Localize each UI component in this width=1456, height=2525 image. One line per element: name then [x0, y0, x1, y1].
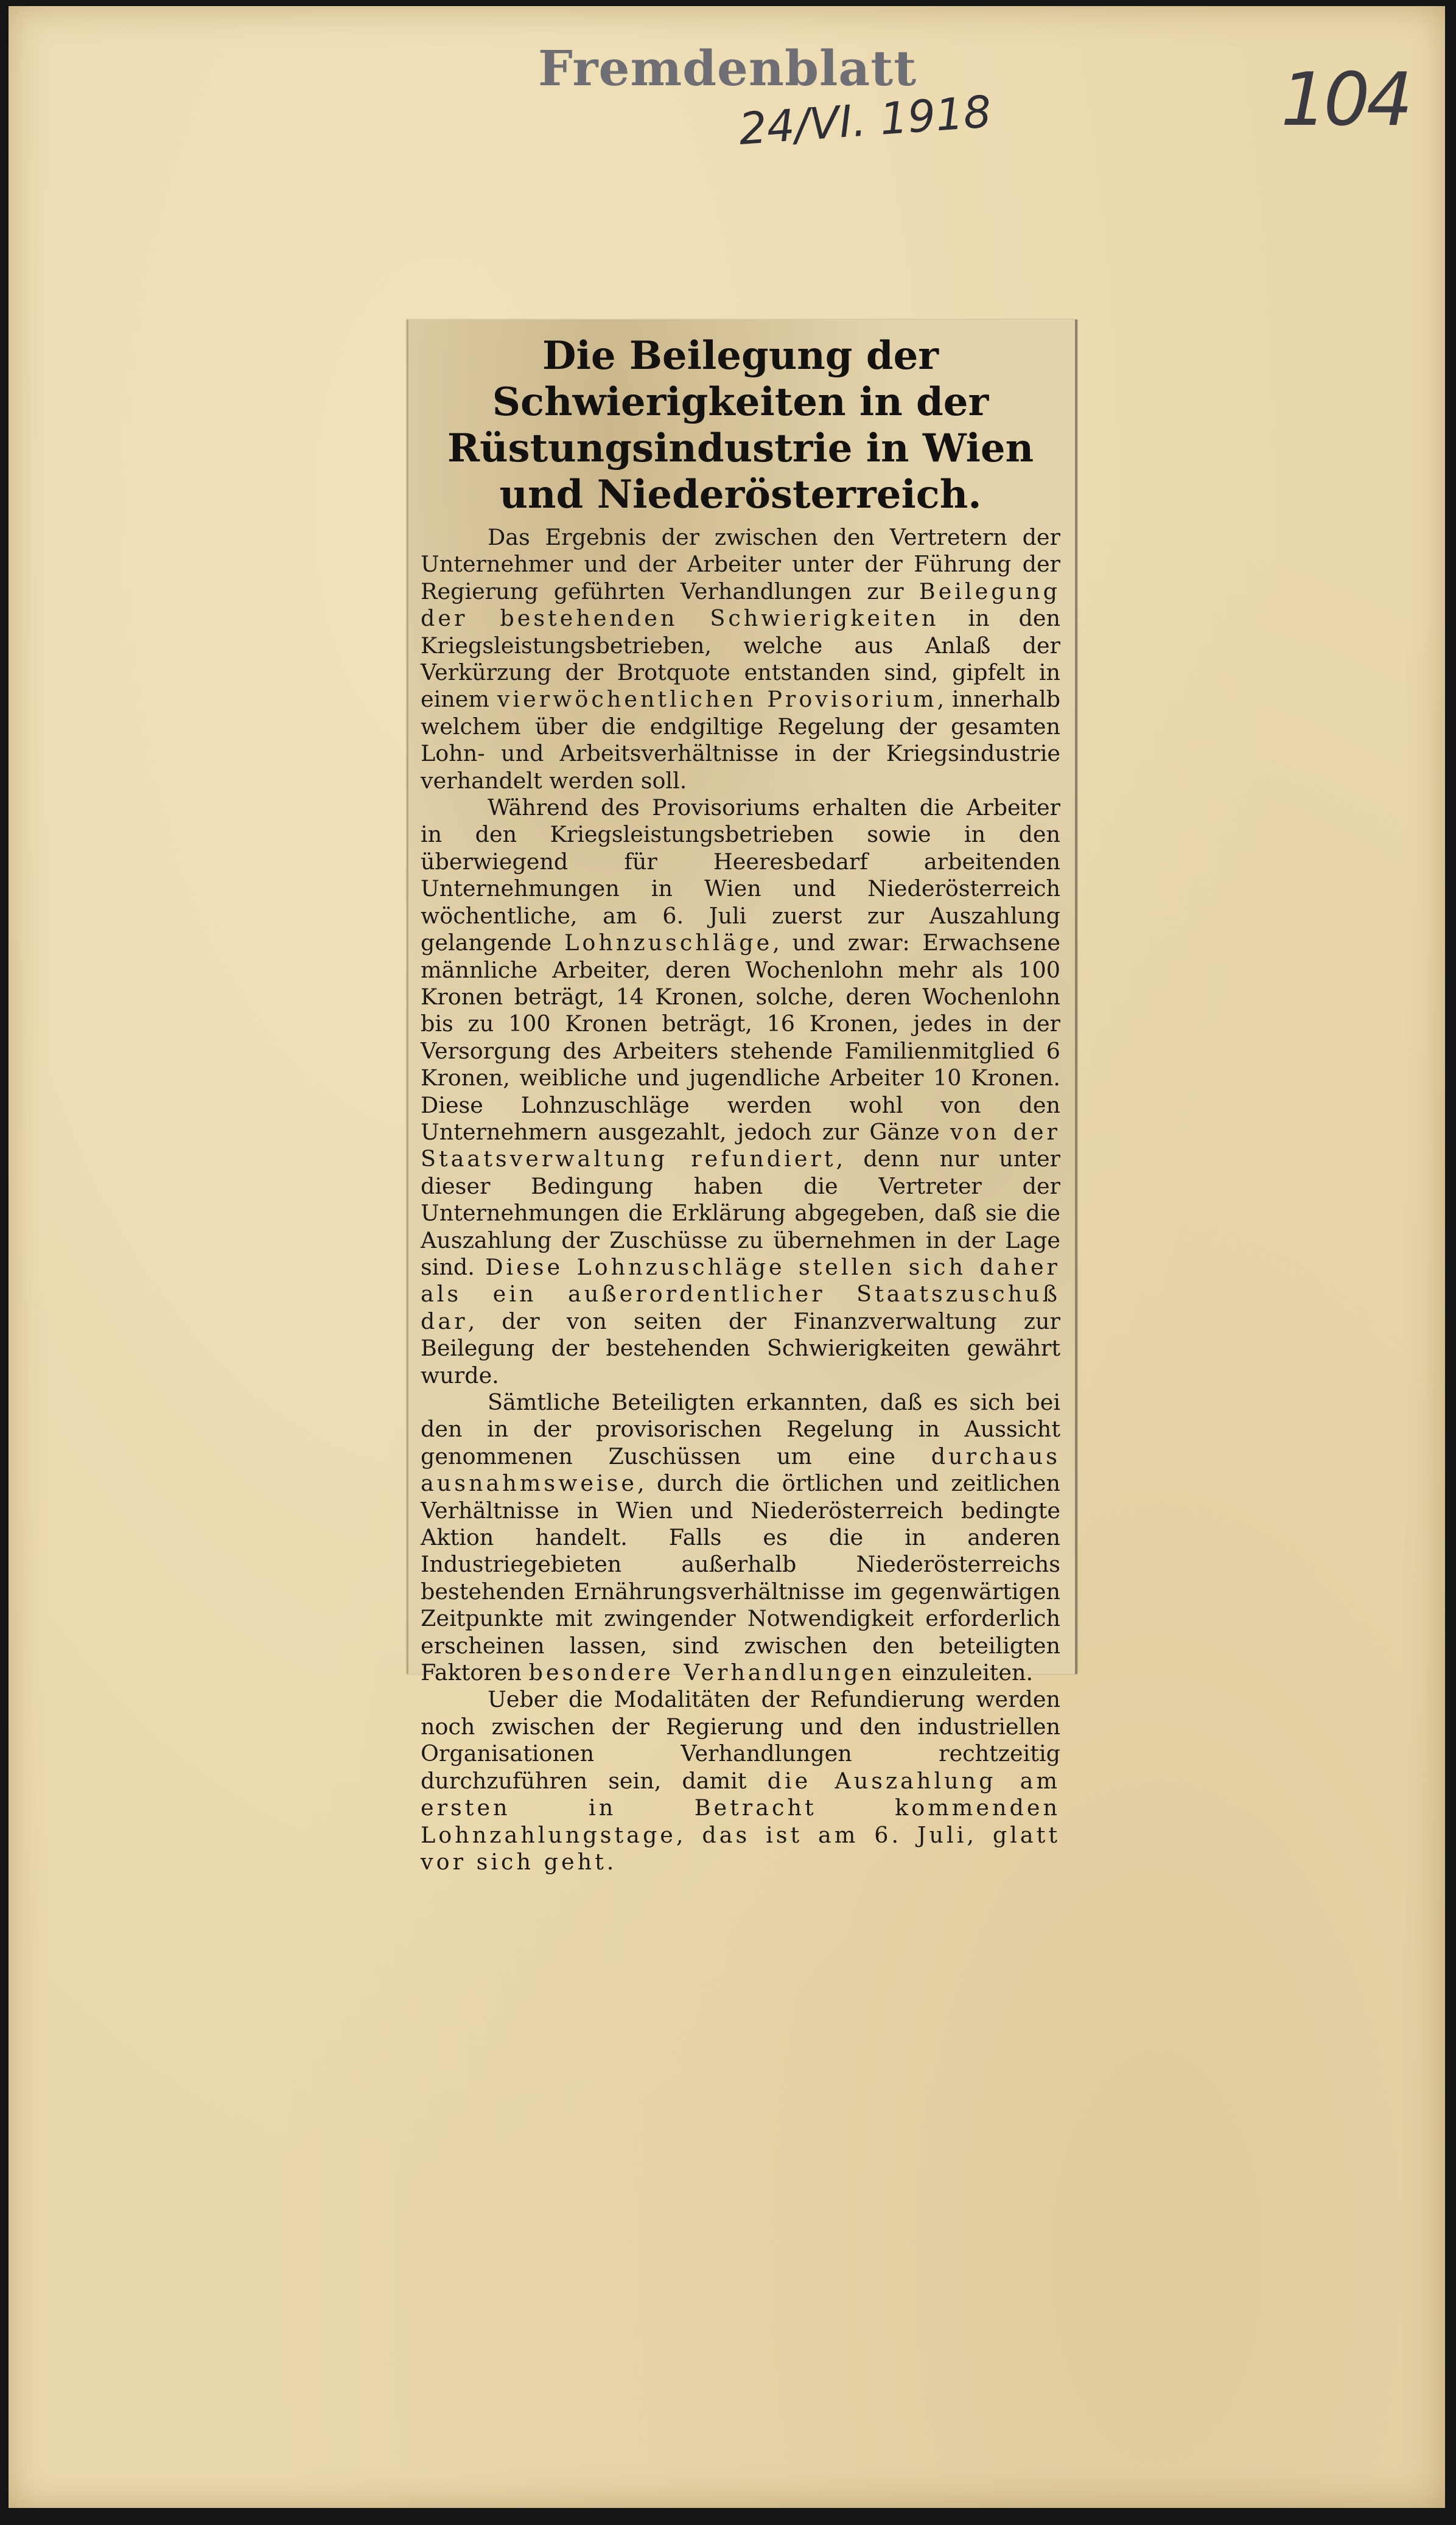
paragraph-text: Ueber die Modalitäten der Refundierung werden noch zwischen der Regierung und den industriellen Organisationen Verhandlungen rechtzeitig durchzuführen sein, damit — [421, 1686, 1060, 1794]
spaced-emphasis: Diese Lohnzuschläge stellen sich daher als ein außerordentlicher Staatszuschuß dar — [421, 1253, 1061, 1334]
spaced-emphasis: von der Staatsverwaltung refundiert — [421, 1118, 1060, 1172]
paragraph-1 — [421, 524, 1060, 794]
paragraph-text: Das Ergebnis der zwischen den Vertretern der Unternehmer und der Arbeiter unter der Führung der Regierung geführten Verhandlungen zur — [421, 524, 1060, 604]
paragraph-3 — [421, 1389, 1060, 1686]
spaced-emphasis: Lohnzuschläge — [564, 930, 773, 956]
spaced-emphasis: vierwöchentlichen Provisorium — [497, 686, 937, 713]
article-body — [421, 524, 1060, 1875]
paragraph-text: , der von seiten der Finanzverwaltung zur Beilegung der bestehenden Schwierigkeiten gewährt wurde. — [421, 1308, 1060, 1389]
paragraph-text: , innerhalb welchem über die endgiltige Regelung der gesamten Lohn- und Arbeitsverhältnisse in der Kriegsindustrie verhandelt werden soll. — [421, 686, 1061, 794]
spaced-emphasis: besondere Verhandlungen — [528, 1659, 895, 1686]
spaced-emphasis: Beilegung der bestehenden Schwierigkeiten — [421, 578, 1060, 632]
paragraph-text: Während des Provisoriums erhalten die Arbeiter in den Kriegsleistungsbetrieben sowie in den überwiegend für Heeresbedarf arbeitenden Unternehmungen in Wien und Niederösterreich wöchentliche, am 6. Juli zuerst zur Auszahlung gelangende — [421, 794, 1060, 956]
paragraph-4 — [421, 1686, 1060, 1875]
paragraph-text: einzuleiten. — [894, 1659, 1034, 1686]
paragraph-text: , denn nur unter dieser Bedingung haben die Vertreter der Unternehmungen die Erklärung abgegeben, daß sie die Auszahlung der Zuschüsse zu übernehmen in der Lage sind. — [421, 1146, 1060, 1280]
newspaper-name-stamp: Fremdenblatt — [538, 40, 917, 97]
paragraph-text: . — [606, 1848, 614, 1875]
paragraph-text: , durch die örtlichen und zeitlichen Verhältnisse in Wien und Niederösterreich bedingte Aktion handelt. Falls es die in anderen Industriegebieten außerhalb Niederösterreichs bestehenden Ernährungsverhältnisse im gegenwärtigen Zeitpunkte mit zwingender Notwendigkeit erforderlich erscheinen lassen, sind zwischen den beteiligten Faktoren — [421, 1470, 1060, 1686]
paragraph-text: Sämtliche Beteiligten erkannten, daß es sich bei den in der provisorischen Regelung in Aussicht genommenen Zuschüssen um eine — [421, 1389, 1060, 1469]
paragraph-2 — [421, 794, 1060, 1389]
paragraph-text: , und zwar: Erwachsene männliche Arbeiter, deren Wochenlohn mehr als 100 Kronen beträgt, 14 Kronen, solche, deren Wochenlohn bis zu 100 Kronen beträgt, 16 Kronen, jedes in der Versorgung des Arbeiters stehende Familienmitglied 6 Kronen, weibliche und jugendliche Arbeiter 10 Kronen. Diese Lohnzuschläge werden wohl von den Unternehmern ausgezahlt, jedoch zur Gänze — [421, 930, 1060, 1145]
paragraph-text: in den Kriegsleistungsbetrieben, welche aus Anlaß der Verkürzung der Brotquote entstanden sind, gipfelt in einem — [421, 605, 1060, 713]
handwritten-page-number: 104 — [1281, 58, 1410, 142]
handwritten-date: 24/VI. 1918 — [737, 86, 993, 155]
spaced-emphasis: die Auszahlung am ersten in Betracht kommenden Lohnzahlungstage, das ist am 6. Juli, glatt vor sich geht — [421, 1767, 1060, 1875]
newspaper-clipping — [407, 320, 1077, 1875]
article-headline: Die Beilegung der Schwierigkeiten in der Rüstungsindustrie in Wien und Niederösterreich. — [447, 333, 1034, 517]
spaced-emphasis: durchaus ausnahmsweise — [421, 1443, 1060, 1497]
